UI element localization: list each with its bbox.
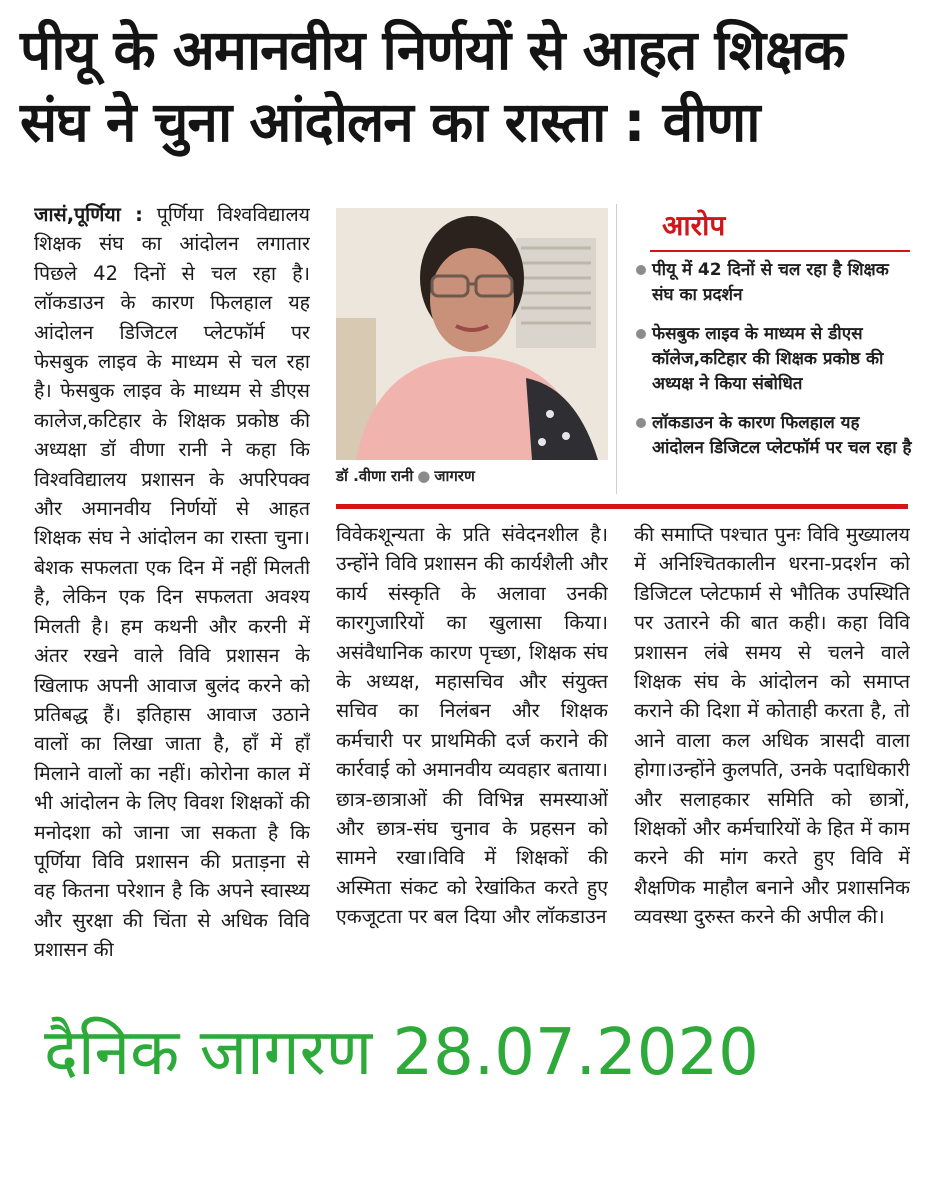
caption-source: जागरण	[434, 467, 475, 485]
dateline: जासं,पूर्णिया :	[34, 203, 143, 226]
article-column-3	[634, 520, 910, 980]
article-column-1	[34, 200, 310, 980]
article-column-2	[336, 520, 608, 980]
panel-point	[636, 322, 912, 397]
bullet-dot-icon: ●	[417, 467, 431, 485]
caption-name: डॉ .वीणा रानी	[336, 467, 414, 485]
article-text-2: विवेकशून्यता के प्रति संवेदनशील है।उन्होंने विवि प्रशासन की कार्यशैली और कार्य संस्कृति के अलावा उनकी कारगुजारियों का खुलासा किया। असंवैधानिक कारण पृच्छा, शिक्षक संघ के अध्यक्ष, महासचिव और संयुक्त सचिव का निलंबन और शिक्षक कर्मचारी पर प्राथमिकी दर्ज कराने की कार्रवाई को अमानवीय व्यवहार बताया। छात्र-छात्राओं की विभिन्न समस्याओं और छात्र-संघ चुनाव के प्रहसन को सामने रखा।विवि में शिक्षकों की अस्मिता संकट को रेखांकित करते हुए एकजूटता पर बल दिया और लॉकडाउन	[336, 523, 608, 929]
photo	[336, 208, 608, 460]
panel-point-text: फेसबुक लाइव के माध्यम से डीएस कॉलेज,कटिहार की शिक्षक प्रकोष्ठ की अध्यक्ष ने किया संबोधित	[652, 324, 884, 394]
red-divider	[336, 504, 908, 509]
newspaper-date-footer: दैनिक जागरण 28.07.2020	[44, 1016, 759, 1090]
article-text-1: पूर्णिया विश्वविद्यालय शिक्षक संघ का आंदोलन लगातार पिछले 42 दिनों से चल रहा है। लॉकडाउन के कारण फिलहाल यह आंदोलन डिजिटल प्लेटफॉर्म पर फेसबुक लाइव के माध्यम से चल रहा है। फेसबुक लाइव के माध्यम से डीएस कालेज,कटिहार के शिक्षक प्रकोष्ठ की अध्यक्षा डॉ वीणा रानी ने कहा कि विश्वविद्यालय प्रशासन के अपरिपक्व और अमानवीय निर्णयों से आहत शिक्षक संघ ने आंदोलन का रास्ता चुना। बेशक सफलता एक दिन में नहीं मिलती है, लेकिन एक दिन सफलता अवश्य मिलती है। हम कथनी और करनी में अंतर रखने वाले विवि प्रशासन के खिलाफ अपनी आवाज बुलंद करने को प्रतिबद्ध हैं। इतिहास आवाज उठाने वालों का लिखा जाता है, हाँ में हाँ मिलाने वालों का नहीं। कोरोना काल में भी आंदोलन के लिए विवश शिक्षकों की मनोदशा को जाना जा सकता है कि पूर्णिया विवि प्रशासन की प्रताड़ना से वह कितना परेशान है कि अपने स्वास्थ्य और सुरक्षा की चिंता से अधिक विवि प्रशासन की	[34, 203, 310, 962]
bullet-icon	[636, 265, 646, 275]
headline: पीयू के अमानवीय निर्णयों से आहत शिक्षक संघ ने चुना आंदोलन का रास्ता : वीणा	[20, 18, 845, 154]
photo-caption	[336, 466, 608, 486]
panel-point	[636, 411, 912, 461]
panel-point-text: पीयू में 42 दिनों से चल रहा है शिक्षक संघ का प्रदर्शन	[652, 260, 889, 305]
panel-title-rule	[650, 250, 910, 252]
bullet-icon	[636, 418, 646, 428]
panel-title: आरोप	[662, 209, 726, 242]
panel-point	[636, 258, 912, 308]
bullet-icon	[636, 329, 646, 339]
panel-points	[636, 258, 912, 475]
column-divider	[616, 204, 617, 494]
portrait-photo	[336, 208, 608, 460]
panel-point-text: लॉकडाउन के कारण फिलहाल यह आंदोलन डिजिटल प्लेटफॉर्म पर चल रहा है	[652, 413, 912, 458]
allegations-panel	[628, 204, 910, 500]
article-text-3: की समाप्ति पश्चात पुनः विवि मुख्यालय में अनिश्चितकालीन धरना-प्रदर्शन को डिजिटल प्लेटफार्म से भौतिक उपस्थिति पर उतारने की बात कही। कहा विवि प्रशासन लंबे समय से चलने वाले शिक्षक संघ के आंदोलन को समाप्त कराने की दिशा में कोताही करता है, तो आने वाला कल अधिक त्रासदी वाला होगा।उन्होंने कुलपति, उनके पदाधिकारी और सलाहकार समिति को छात्रों, शिक्षकों और कर्मचारियों के हित में काम करने की मांग करते हुए विवि में शैक्षणिक माहौल बनाने और प्रशासनिक व्यवस्था दुरुस्त करने की अपील की।	[634, 523, 910, 929]
